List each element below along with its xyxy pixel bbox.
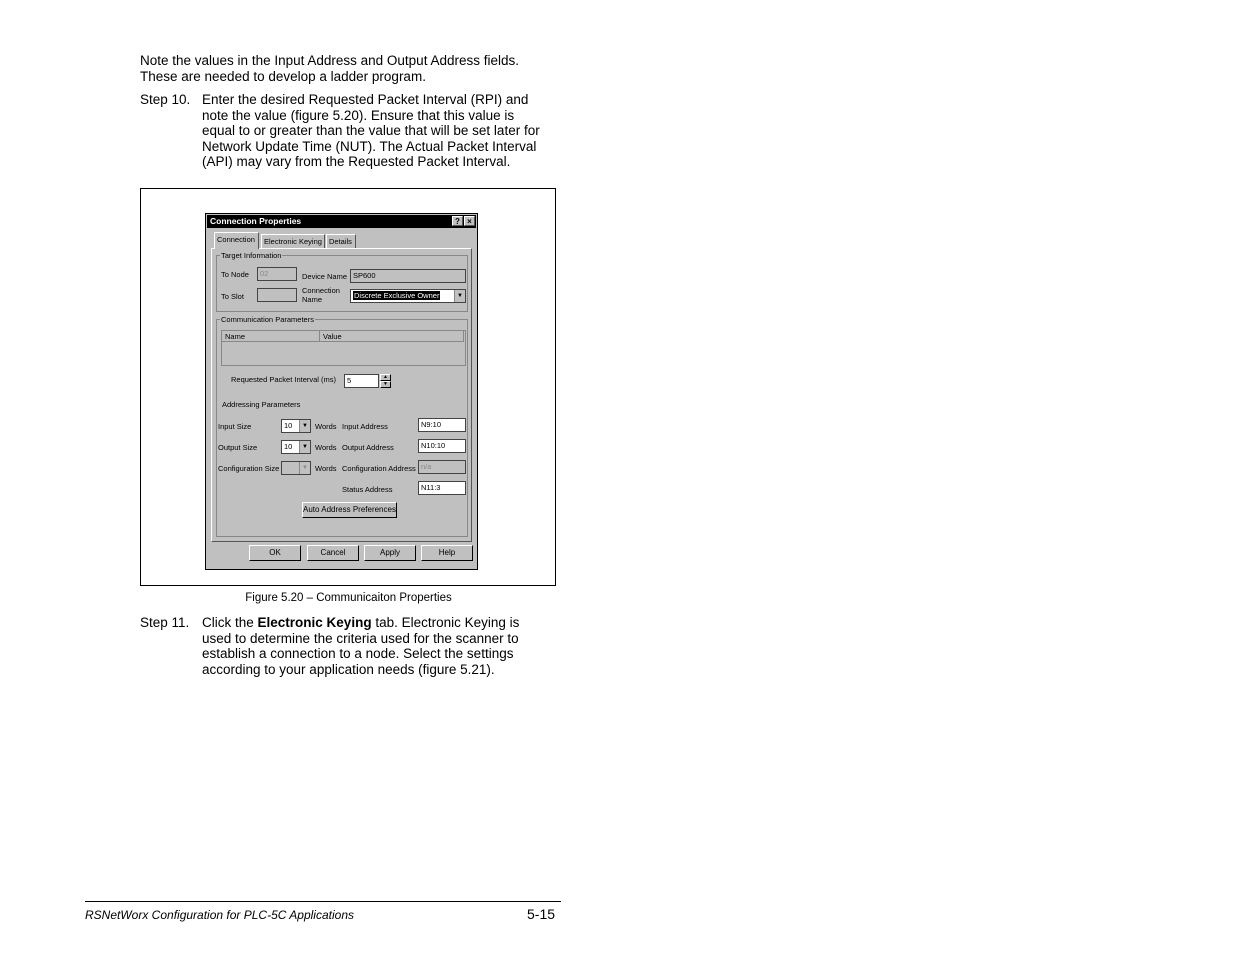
rpi-up-icon[interactable]: ▲ xyxy=(380,374,391,381)
configuration-address-field: n/a xyxy=(418,460,466,474)
output-address-field[interactable]: N10:10 xyxy=(418,439,466,453)
to-slot-label: To Slot xyxy=(221,292,244,301)
output-size-label: Output Size xyxy=(218,443,258,452)
tab-details[interactable]: Details xyxy=(326,234,356,248)
chevron-down-icon[interactable]: ▼ xyxy=(454,290,465,302)
rpi-label: Requested Packet Interval (ms) xyxy=(231,375,337,384)
step-line: note the value (figure 5.20). Ensure that this value is xyxy=(202,107,515,123)
step-line: establish a connection to a node. Select the settings xyxy=(202,646,514,662)
to-node-label: To Node xyxy=(221,270,249,279)
intro-line: Note the values in the Input Address and Output Address fields. xyxy=(140,53,519,68)
target-information-label: Target Information xyxy=(221,251,282,260)
target-information-group xyxy=(216,255,468,312)
rpi-down-icon[interactable]: ▼ xyxy=(380,381,391,388)
parameters-list[interactable] xyxy=(221,330,466,366)
help-button[interactable]: Help xyxy=(421,545,473,561)
tab-connection[interactable]: Connection xyxy=(214,232,259,249)
intro-paragraph xyxy=(140,53,570,84)
chevron-down-icon[interactable]: ▼ xyxy=(299,462,310,474)
electronic-keying-emphasis: Electronic Keying xyxy=(257,615,372,630)
page-number: 5-15 xyxy=(527,906,556,922)
connection-name-select[interactable] xyxy=(350,289,466,303)
connection-name-value: Discrete Exclusive Owner xyxy=(354,291,440,300)
input-address-label: Input Address xyxy=(342,422,388,431)
auto-address-preferences-button[interactable]: Auto Address Preferences xyxy=(302,502,397,518)
connection-properties-dialog xyxy=(205,213,478,570)
output-size-value: 10 xyxy=(284,442,293,451)
input-size-select[interactable] xyxy=(281,419,311,433)
apply-button[interactable]: Apply xyxy=(364,545,416,561)
input-address-field[interactable]: N9:10 xyxy=(418,418,466,432)
output-address-label: Output Address xyxy=(342,443,394,452)
configuration-address-label: Configuration Address xyxy=(342,464,416,473)
chevron-down-icon[interactable]: ▼ xyxy=(299,441,310,453)
chevron-down-icon[interactable]: ▼ xyxy=(299,420,310,432)
configuration-size-label: Configuration Size xyxy=(218,464,280,473)
footer-rule xyxy=(85,901,561,902)
addressing-parameters-label: Addressing Parameters xyxy=(222,400,301,409)
column-header-value[interactable]: Value xyxy=(320,331,464,342)
step-11-pre: Click the xyxy=(202,615,258,630)
connection-name-label-1: Connection xyxy=(302,286,340,295)
help-question-icon[interactable]: ? xyxy=(452,216,463,226)
dialog-titlebar xyxy=(207,215,476,228)
cancel-button[interactable]: Cancel xyxy=(307,545,359,561)
input-words-label: Words xyxy=(315,422,337,431)
input-size-label: Input Size xyxy=(218,422,252,431)
step-line: equal to or greater than the value that will be set later for xyxy=(202,123,540,139)
step-11-post: tab. Electronic Keying is xyxy=(371,615,520,630)
status-address-label: Status Address xyxy=(342,485,393,494)
step-line: used to determine the criteria used for the scanner to xyxy=(202,630,519,646)
step-10-number: Step 10. xyxy=(140,92,191,107)
step-line: (API) may vary from the Requested Packet Interval. xyxy=(202,154,511,170)
configuration-size-select[interactable] xyxy=(281,461,311,475)
rpi-input[interactable]: 5 xyxy=(344,374,379,388)
dialog-title: Connection Properties xyxy=(210,216,302,226)
output-size-select[interactable] xyxy=(281,440,311,454)
step-11-text xyxy=(202,615,562,677)
step-10-text xyxy=(202,92,562,170)
tab-electronic-keying[interactable]: Electronic Keying xyxy=(261,234,325,248)
connection-name-label-2: Name xyxy=(302,295,323,304)
to-slot-field[interactable] xyxy=(257,288,297,302)
step-11-number: Step 11. xyxy=(140,615,190,630)
communication-parameters-label: Communication Parameters xyxy=(221,315,314,324)
intro-line: These are needed to develop a ladder program. xyxy=(140,68,426,84)
connection-tab-panel xyxy=(211,248,472,542)
figure-caption: Figure 5.20 – Communicaiton Properties xyxy=(245,592,452,604)
step-line: according to your application needs (figure 5.21). xyxy=(202,661,495,677)
input-size-value: 10 xyxy=(284,421,293,430)
step-line xyxy=(202,615,562,631)
status-address-field[interactable]: N11:3 xyxy=(418,481,466,495)
to-node-field[interactable]: 02 xyxy=(257,267,297,281)
device-name-label: Device Name xyxy=(302,272,348,281)
device-name-field: SP600 xyxy=(350,269,466,283)
step-line: Network Update Time (NUT). The Actual Packet Interval xyxy=(202,138,537,154)
step-line: Enter the desired Requested Packet Interval (RPI) and xyxy=(202,92,529,107)
ok-button[interactable]: OK xyxy=(249,545,301,561)
output-words-label: Words xyxy=(315,443,337,452)
configuration-words-label: Words xyxy=(315,464,337,473)
close-icon[interactable]: × xyxy=(464,216,475,226)
footer-title: RSNetWorx Configuration for PLC-5C Applications xyxy=(85,908,354,922)
column-header-name[interactable]: Name xyxy=(222,331,320,342)
